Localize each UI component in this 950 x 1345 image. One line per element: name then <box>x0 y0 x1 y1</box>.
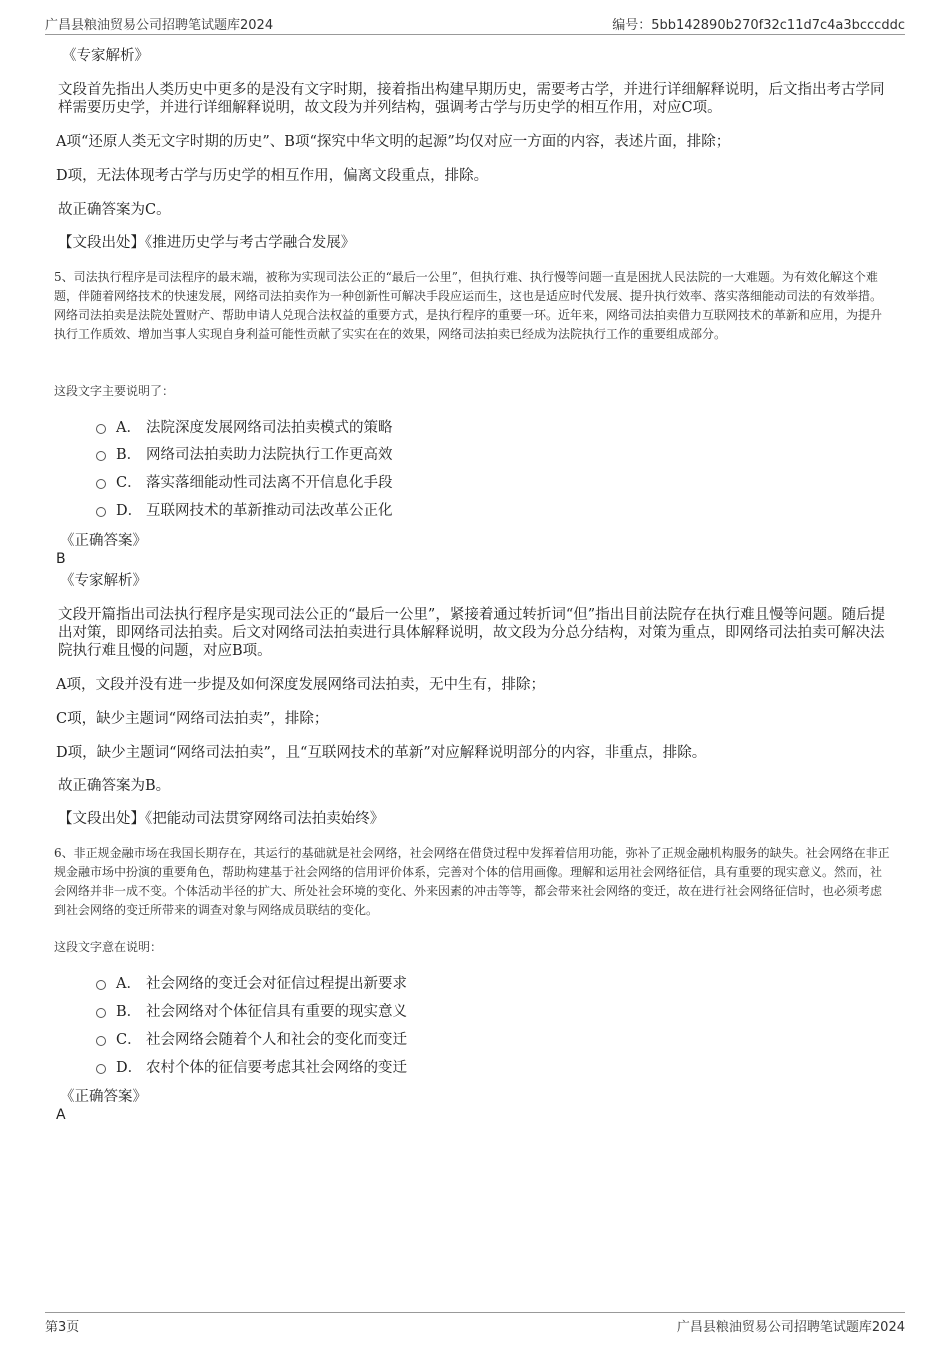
q5-option-c[interactable]: C． 落实落细能动性司法离不开信息化手段 <box>96 474 393 492</box>
q5-note-d: D项，缺少主题词“网络司法拍卖”，且“互联网技术的革新”对应解释说明部分的内容，非重点，排除。 <box>56 745 707 761</box>
q5-answer-label: 《正确答案》 <box>60 533 147 549</box>
q5-option-d[interactable]: D． 互联网技术的革新推动司法改革公正化 <box>96 502 393 520</box>
q4-note-d: D项，无法体现考古学与历史学的相互作用，偏离文段重点，排除。 <box>56 168 489 184</box>
q4-analysis: 文段首先指出人类历史中更多的是没有文字时期，接着指出构建早期历史，需要考古学，并进行详细解释说明，后文指出考古学同样需要历史学，并进行详细解释说明，故文段为并列结构，强调考古学与历史学的相互作用，对应C项。 <box>58 82 885 116</box>
q5-prompt: 这段文字主要说明了： <box>54 384 175 398</box>
q5-conclusion: 故正确答案为B。 <box>58 778 171 794</box>
radio-icon[interactable] <box>96 507 106 517</box>
radio-icon[interactable] <box>96 1008 106 1018</box>
q4-expert-label: 《专家解析》 <box>62 48 149 64</box>
header-doc-id: 编号：5bb142890b270f32c11d7c4a3bcccddc <box>612 18 905 33</box>
page-header <box>45 14 905 35</box>
q5-note-c: C项，缺少主题词“网络司法拍卖”，排除； <box>56 711 329 727</box>
q5-stem: 5、司法执行程序是司法程序的最末端，被称为实现司法公正的“最后一公里”，但执行难、执行慢等问题一直是困扰人民法院的一大难题。为有效化解这个难题，伴随着网络技术的快速发展，网络司法拍卖作为一种创新性可解决手段应运而生，这也是适应时代发展、提升执行效率、落实落细能动司法的有效举措。网络司法拍卖是法院处置财产、帮助申请人兑现合法权益的重要方式，是执行程序的重要一环。近年来，网络司法拍卖借力互联网技术的革新和应用，为提升执行工作质效、增加当事人实现自身利益可能性贡献了实实在在的效果，网络司法拍卖已经成为法院执行工作的重要组成部分。 <box>54 270 883 341</box>
radio-icon[interactable] <box>96 479 106 489</box>
q6-option-d[interactable]: D． 农村个体的征信要考虑其社会网络的变迁 <box>96 1059 407 1077</box>
header-title: 广昌县粮油贸易公司招聘笔试题库2024 <box>45 18 274 33</box>
q5-expert-label: 《专家解析》 <box>60 573 147 589</box>
q6-option-a[interactable]: A． 社会网络的变迁会对征信过程提出新要求 <box>96 975 407 993</box>
q5-option-a[interactable]: A． 法院深度发展网络司法拍卖模式的策略 <box>96 419 393 437</box>
q6-prompt: 这段文字意在说明： <box>54 940 163 954</box>
q5-answer: B <box>56 551 66 567</box>
radio-icon[interactable] <box>96 1064 106 1074</box>
q5-option-b[interactable]: B． 网络司法拍卖助力法院执行工作更高效 <box>96 446 393 464</box>
q5-analysis: 文段开篇指出司法执行程序是实现司法公正的“最后一公里”，紧接着通过转折词“但”指出目前法院存在执行难且慢等问题。随后提出对策，即网络司法拍卖。后文对网络司法拍卖进行具体解释说明，故文段为分总分结构，对策为重点，即网络司法拍卖可解决法院执行难且慢的问题，对应B项。 <box>58 607 886 659</box>
radio-icon[interactable] <box>96 424 106 434</box>
radio-icon[interactable] <box>96 451 106 461</box>
page-footer <box>45 1312 905 1333</box>
page-number: 第3页 <box>45 1320 80 1335</box>
q4-source: 【文段出处】《推进历史学与考古学融合发展》 <box>58 235 356 251</box>
q6-option-c[interactable]: C． 社会网络会随着个人和社会的变化而变迁 <box>96 1031 407 1049</box>
footer-title: 广昌县粮油贸易公司招聘笔试题库2024 <box>676 1320 905 1335</box>
q6-answer-label: 《正确答案》 <box>60 1089 147 1105</box>
q6-answer: A <box>56 1107 66 1123</box>
q5-source: 【文段出处】《把能动司法贯穿网络司法拍卖始终》 <box>58 811 385 827</box>
q6-option-b[interactable]: B． 社会网络对个体征信具有重要的现实意义 <box>96 1003 407 1021</box>
q4-conclusion: 故正确答案为C。 <box>58 202 171 218</box>
q6-stem: 6、非正规金融市场在我国长期存在，其运行的基础就是社会网络，社会网络在借贷过程中发挥着信用功能，弥补了正规金融机构服务的缺失。社会网络在非正规金融市场中扮演的重要角色，帮助构建基于社会网络的信用评价体系，完善对个体的信用画像。理解和运用社会网络征信，具有重要的现实意义。然而，社会网络并非一成不变。个体活动半径的扩大、所处社会环境的变化、外来因素的冲击等等，都会带来社会网络的变迁，故在进行社会网络征信时，也必须考虑到社会网络的变迁所带来的调查对象与网络成员联结的变化。 <box>54 846 890 917</box>
q5-note-a: A项，文段并没有进一步提及如何深度发展网络司法拍卖，无中生有，排除； <box>56 677 545 693</box>
radio-icon[interactable] <box>96 980 106 990</box>
q4-note-a: A项“还原人类无文字时期的历史”、B项“探究中华文明的起源”均仅对应一方面的内容，表述片面，排除； <box>56 134 731 150</box>
radio-icon[interactable] <box>96 1036 106 1046</box>
